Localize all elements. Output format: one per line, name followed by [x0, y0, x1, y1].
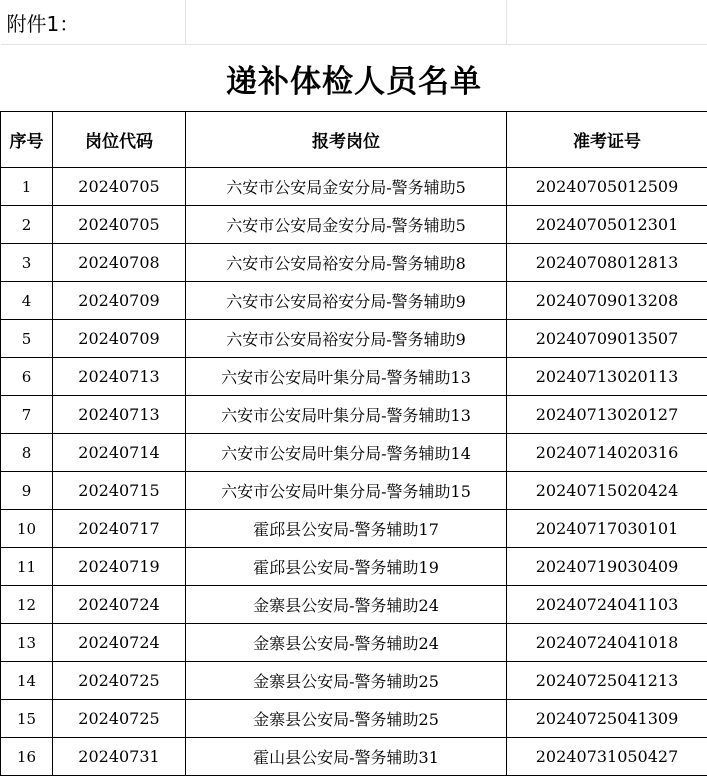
cell-ticket[interactable]: 20240724041103	[507, 586, 707, 624]
cell-seq[interactable]: 8	[1, 434, 53, 472]
cell-ticket[interactable]: 20240709013507	[507, 320, 707, 358]
table-row	[1, 738, 707, 776]
cell-post[interactable]: 金寨县公安局-警务辅助25	[186, 662, 507, 700]
cell-seq[interactable]: 4	[1, 282, 53, 320]
cell-post-code[interactable]: 20240724	[53, 624, 186, 662]
table-row	[1, 510, 707, 548]
cell-post-code[interactable]: 20240714	[53, 434, 186, 472]
cell-post-code[interactable]: 20240708	[53, 244, 186, 282]
cell-seq[interactable]: 16	[1, 738, 53, 776]
cell-ticket[interactable]: 20240713020127	[507, 396, 707, 434]
cell-ticket[interactable]: 20240705012509	[507, 168, 707, 206]
cell-post[interactable]: 六安市公安局裕安分局-警务辅助9	[186, 320, 507, 358]
cell-post[interactable]: 六安市公安局裕安分局-警务辅助8	[186, 244, 507, 282]
page-title[interactable]: 递补体检人员名单	[1, 45, 707, 112]
cell-seq[interactable]: 5	[1, 320, 53, 358]
table-row	[1, 358, 707, 396]
cell-post[interactable]: 六安市公安局金安分局-警务辅助5	[186, 206, 507, 244]
cell-post[interactable]: 金寨县公安局-警务辅助24	[186, 624, 507, 662]
cell-post-code[interactable]: 20240713	[53, 358, 186, 396]
cell-post-code[interactable]: 20240725	[53, 662, 186, 700]
cell-post[interactable]: 六安市公安局裕安分局-警务辅助9	[186, 282, 507, 320]
cell-ticket[interactable]: 20240725041213	[507, 662, 707, 700]
table-row	[1, 662, 707, 700]
table-row	[1, 586, 707, 624]
cell-ticket[interactable]: 20240717030101	[507, 510, 707, 548]
column-header-post[interactable]: 报考岗位	[186, 112, 507, 168]
cell-post-code[interactable]: 20240709	[53, 282, 186, 320]
cell-seq[interactable]: 7	[1, 396, 53, 434]
cell-ticket[interactable]: 20240714020316	[507, 434, 707, 472]
table-row	[1, 700, 707, 738]
cell-post[interactable]: 六安市公安局金安分局-警务辅助5	[186, 168, 507, 206]
cell-seq[interactable]: 9	[1, 472, 53, 510]
cell-post-code[interactable]: 20240705	[53, 206, 186, 244]
cell-post-code[interactable]: 20240724	[53, 586, 186, 624]
table-row	[1, 168, 707, 206]
table-row	[1, 548, 707, 586]
cell-seq[interactable]: 12	[1, 586, 53, 624]
cell-seq[interactable]: 15	[1, 700, 53, 738]
cell-ticket[interactable]: 20240708012813	[507, 244, 707, 282]
cell-seq[interactable]: 10	[1, 510, 53, 548]
table-row	[1, 206, 707, 244]
table-row	[1, 624, 707, 662]
cell-post-code[interactable]: 20240731	[53, 738, 186, 776]
cell-post-code[interactable]: 20240717	[53, 510, 186, 548]
cell-post-code[interactable]: 20240719	[53, 548, 186, 586]
cell-seq[interactable]: 11	[1, 548, 53, 586]
cell-post[interactable]: 六安市公安局叶集分局-警务辅助14	[186, 434, 507, 472]
cell-post[interactable]: 霍邱县公安局-警务辅助17	[186, 510, 507, 548]
cell-post-code[interactable]: 20240709	[53, 320, 186, 358]
table-row	[1, 244, 707, 282]
cell-post[interactable]: 六安市公安局叶集分局-警务辅助13	[186, 358, 507, 396]
cell-ticket[interactable]: 20240731050427	[507, 738, 707, 776]
cell-ticket[interactable]: 20240719030409	[507, 548, 707, 586]
cell-seq[interactable]: 6	[1, 358, 53, 396]
cell-ticket[interactable]: 20240715020424	[507, 472, 707, 510]
cell-ticket[interactable]: 20240705012301	[507, 206, 707, 244]
title-row	[1, 45, 707, 112]
cell-ticket[interactable]: 20240709013208	[507, 282, 707, 320]
cell-post[interactable]: 霍邱县公安局-警务辅助19	[186, 548, 507, 586]
cell-post[interactable]: 金寨县公安局-警务辅助25	[186, 700, 507, 738]
column-header-post-code[interactable]: 岗位代码	[53, 112, 186, 168]
cell-ticket[interactable]: 20240724041018	[507, 624, 707, 662]
empty-cell[interactable]	[186, 0, 507, 45]
cell-post[interactable]: 六安市公安局叶集分局-警务辅助15	[186, 472, 507, 510]
header-row	[1, 112, 707, 168]
column-header-seq[interactable]: 序号	[1, 112, 53, 168]
cell-seq[interactable]: 14	[1, 662, 53, 700]
cell-post-code[interactable]: 20240725	[53, 700, 186, 738]
cell-post-code[interactable]: 20240715	[53, 472, 186, 510]
cell-post[interactable]: 金寨县公安局-警务辅助24	[186, 586, 507, 624]
column-header-ticket[interactable]: 准考证号	[507, 112, 707, 168]
cell-seq[interactable]: 3	[1, 244, 53, 282]
cell-post-code[interactable]: 20240705	[53, 168, 186, 206]
cell-ticket[interactable]: 20240713020113	[507, 358, 707, 396]
attachment-row	[1, 0, 707, 45]
empty-cell[interactable]	[507, 0, 707, 45]
cell-ticket[interactable]: 20240725041309	[507, 700, 707, 738]
table-row	[1, 434, 707, 472]
attachment-label[interactable]: 附件1：	[1, 0, 186, 45]
table-row	[1, 320, 707, 358]
table-row	[1, 472, 707, 510]
table-row	[1, 282, 707, 320]
cell-post[interactable]: 六安市公安局叶集分局-警务辅助13	[186, 396, 507, 434]
cell-seq[interactable]: 2	[1, 206, 53, 244]
cell-seq[interactable]: 1	[1, 168, 53, 206]
cell-post[interactable]: 霍山县公安局-警务辅助31	[186, 738, 507, 776]
table-row	[1, 396, 707, 434]
cell-seq[interactable]: 13	[1, 624, 53, 662]
cell-post-code[interactable]: 20240713	[53, 396, 186, 434]
